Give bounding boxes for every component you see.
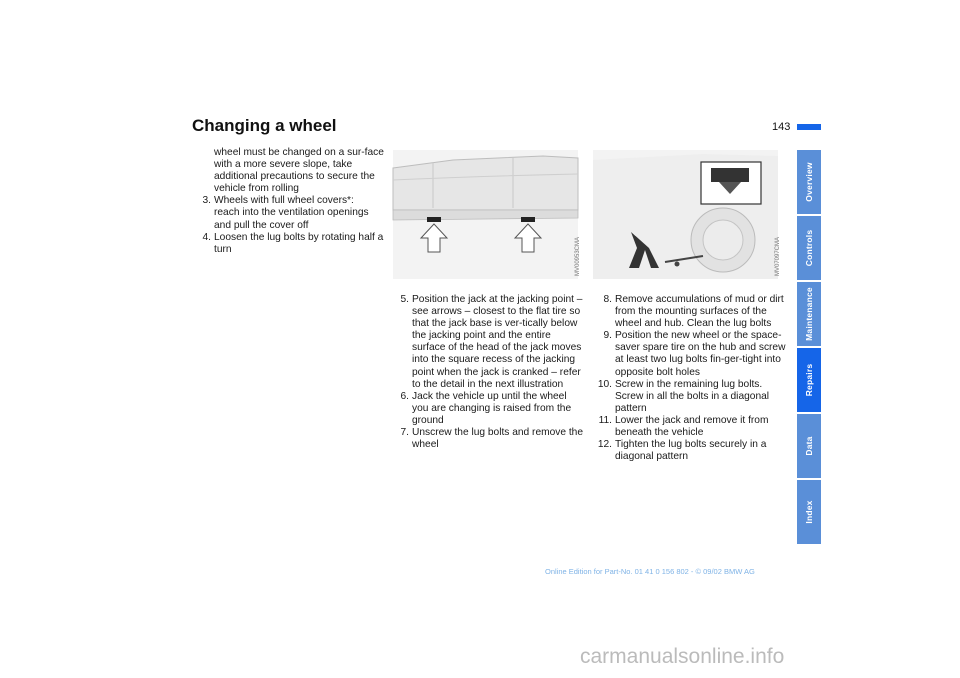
edition-footer: Online Edition for Part-No. 01 41 0 156 802 - © 09/02 BMW AG (545, 567, 755, 576)
step-item (197, 195, 387, 231)
tab-label: Overview (804, 162, 814, 202)
jack-detail-drawing (593, 150, 778, 279)
jacking-points-illustration (393, 150, 581, 279)
step-text: Remove accumulations of mud or dirt from the mounting surfaces of the wheel and hub. Clean the lug bolts (615, 294, 784, 330)
tab-data[interactable] (797, 414, 821, 478)
step-number: 10. (597, 378, 612, 390)
step-item (395, 427, 585, 451)
step-number: 8. (603, 294, 612, 305)
step-number: 11. (598, 414, 612, 426)
step-number: 12. (597, 439, 612, 451)
tab-label: Data (804, 436, 814, 456)
step-item (594, 415, 790, 439)
step-text: Position the new wheel or the space-saver spare tire on the hub and screw at least two lug bolts fin-ger-tight into opposite bolt holes (615, 330, 786, 378)
tab-index[interactable] (797, 480, 821, 544)
tab-label: Repairs (804, 363, 814, 397)
step-number: 3. (202, 195, 211, 207)
step-number: 5. (400, 294, 409, 305)
tab-label: Maintenance (804, 287, 814, 341)
figure-code: MV00953CMA (575, 236, 581, 276)
step-text: Jack the vehicle up until the wheel you are changing is raised from the ground (412, 390, 572, 426)
page-title: Changing a wheel (192, 116, 337, 135)
text-column-2 (395, 294, 585, 451)
jack-detail-illustration (593, 150, 781, 279)
tab-label: Index (804, 500, 814, 524)
step-text: Loosen the lug bolts by rotating half a turn (214, 231, 384, 255)
step-text: Screw in the remaining lug bolts. Screw in all the bolts in a diagonal pattern (615, 378, 770, 414)
tab-controls[interactable] (797, 216, 821, 280)
step-number: 6. (400, 390, 409, 402)
text-column-1 (197, 147, 387, 256)
step-text: Position the jack at the jacking point – see arrows – closest to the flat tire so that the jack base is ver-tically below the jacking point and the entire surface of the head of the jack moves into the square recess of the jacking point when the jack is cranked – refer to the detail in the next illustration (412, 294, 583, 390)
page-number-bar (797, 124, 821, 130)
tab-maintenance[interactable] (797, 282, 821, 346)
step-number: 7. (400, 427, 409, 439)
step-item (594, 294, 790, 330)
step-item (395, 294, 585, 391)
step-item (594, 330, 790, 378)
step-text: Tighten the lug bolts securely in a diagonal pattern (615, 439, 767, 463)
figure-code: MV07097CMA (775, 236, 781, 276)
step-text: Unscrew the lug bolts and remove the wheel (412, 427, 584, 451)
section-tabs (797, 150, 821, 546)
page-number: 143 (772, 121, 791, 133)
step-number: 4. (202, 231, 211, 243)
site-watermark: carmanualsonline.info (580, 645, 785, 668)
step-text-continued: reach into the ventilation openings and pull the cover off (214, 207, 369, 231)
step-item (594, 379, 790, 415)
car-side-drawing (393, 150, 578, 279)
step-text: Wheels with full wheel covers*: (214, 195, 354, 207)
tab-label: Controls (804, 229, 814, 267)
tab-repairs[interactable] (797, 348, 821, 412)
step-text: Lower the jack and remove it from beneath the vehicle (615, 414, 769, 439)
tab-overview[interactable] (797, 150, 821, 214)
step-item (594, 439, 790, 463)
step-number: 9. (603, 330, 612, 342)
step-item (197, 232, 387, 256)
continuation-text: wheel must be changed on a sur-face with a more severe slope, take additional precautions to secure the vehicle from rolling (214, 147, 384, 195)
step-item (395, 391, 585, 427)
text-column-3 (594, 294, 790, 463)
